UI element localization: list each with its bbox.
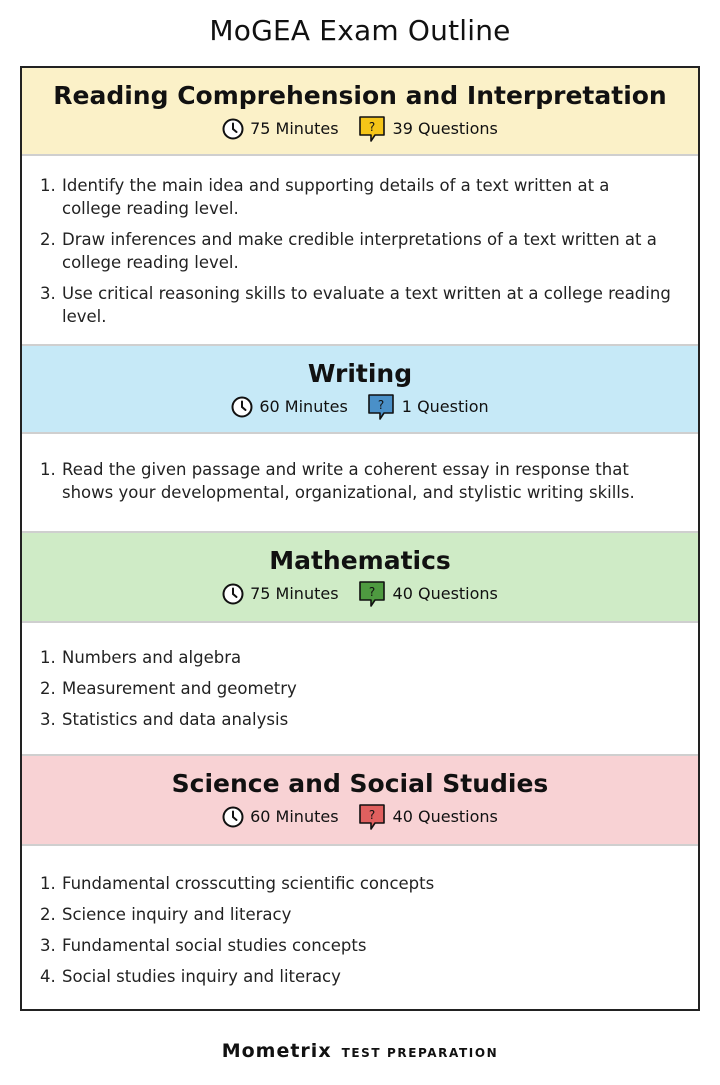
list-item: 4. Social studies inquiry and literacy	[40, 967, 341, 986]
question-count: 1 Question	[401, 397, 489, 416]
section-title: Writing	[307, 359, 413, 388]
clock-icon	[222, 806, 244, 828]
duration-label: 60 Minutes	[250, 807, 339, 826]
list-item: 2. Measurement and geometry	[40, 679, 297, 698]
duration-label: 60 Minutes	[259, 397, 348, 416]
question-bubble-icon	[357, 803, 387, 831]
brand-footer	[0, 1040, 720, 1062]
question-bubble-icon	[366, 393, 396, 421]
section-header-reading	[22, 68, 698, 156]
section-header-mathematics	[22, 531, 698, 623]
section-title: Mathematics	[269, 546, 451, 575]
section-header-writing	[22, 344, 698, 434]
list-item: 1. Identify the main idea and supporting details of a text written at a college reading level.	[40, 176, 610, 218]
list-item: 3. Use critical reasoning skills to evaluate a text written at a college reading level.	[40, 284, 671, 326]
exam-outline	[20, 66, 700, 1011]
section-header-science	[22, 754, 698, 846]
page-title: MoGEA Exam Outline	[209, 14, 511, 47]
clock-icon	[222, 118, 244, 140]
list-item: 2. Draw inferences and make credible interpretations of a text written at a college reading level.	[40, 230, 657, 272]
section-title: Science and Social Studies	[171, 769, 549, 798]
question-bubble-icon	[357, 580, 387, 608]
duration-label: 75 Minutes	[250, 119, 339, 138]
section-body-writing	[22, 458, 698, 512]
question-count: 40 Questions	[392, 807, 498, 826]
list-item: 1. Fundamental crosscutting scientific concepts	[40, 874, 435, 893]
section-title: Reading Comprehension and Interpretation	[53, 81, 667, 110]
question-count: 39 Questions	[392, 119, 498, 138]
section-body-mathematics	[22, 646, 698, 739]
section-body-science	[22, 872, 698, 996]
question-count: 40 Questions	[392, 584, 498, 603]
brand-tagline: TEST PREPARATION	[341, 1046, 499, 1060]
clock-icon	[231, 396, 253, 418]
clock-icon	[222, 583, 244, 605]
list-item: 3. Statistics and data analysis	[40, 710, 289, 729]
svg-text:?: ?	[368, 120, 375, 134]
svg-text:?: ?	[368, 808, 375, 822]
list-item: 1. Numbers and algebra	[40, 648, 242, 667]
list-item: 1. Read the given passage and write a coherent essay in response that shows your developmental, organizational, and stylistic writing skills.	[40, 460, 635, 502]
list-item: 3. Fundamental social studies concepts	[40, 936, 367, 955]
list-item: 2. Science inquiry and literacy	[40, 905, 292, 924]
section-body-reading	[22, 174, 698, 336]
brand-logo: Mometrix	[221, 1040, 332, 1062]
question-bubble-icon	[357, 115, 387, 143]
duration-label: 75 Minutes	[250, 584, 339, 603]
svg-text:?: ?	[368, 585, 375, 599]
svg-text:?: ?	[377, 398, 384, 412]
